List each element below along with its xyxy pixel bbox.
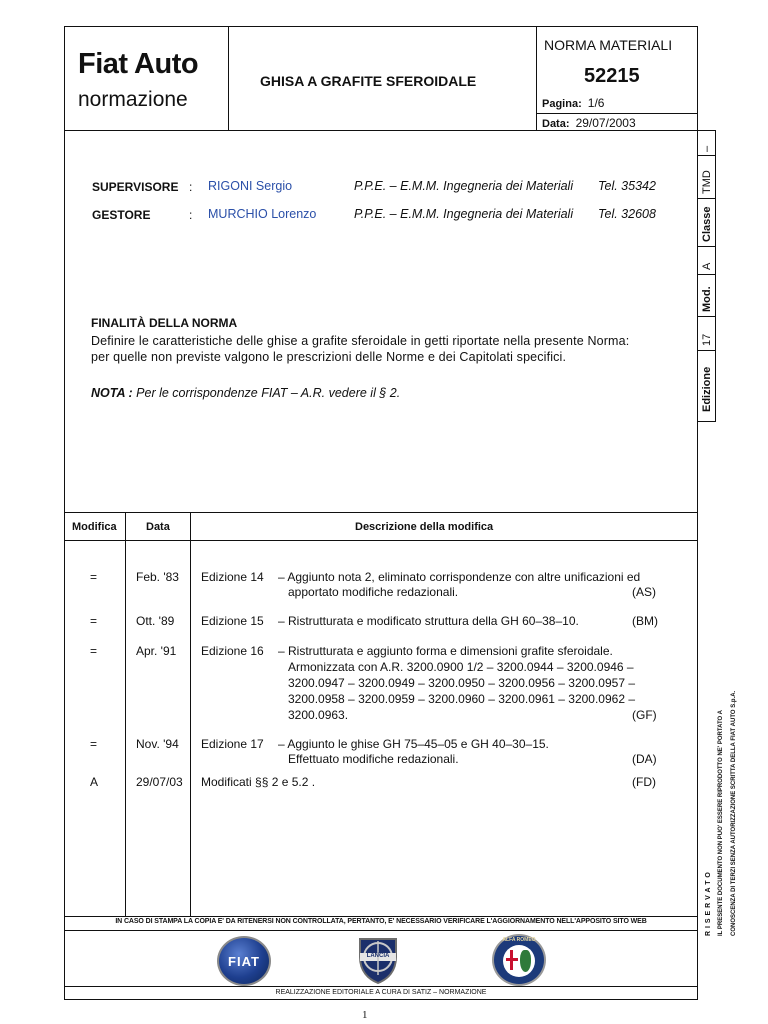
row-modifica: = bbox=[90, 737, 98, 751]
side-mod-label: Mod. bbox=[701, 286, 713, 312]
alfa-biscione bbox=[520, 950, 531, 972]
data-value: 29/07/2003 bbox=[575, 116, 636, 130]
col-header-data: Data bbox=[146, 521, 170, 533]
riservato-title: R I S E R V A T O bbox=[705, 871, 712, 936]
table-col-divider bbox=[190, 512, 191, 916]
finalita-line-1: Definire le caratteristiche delle ghise a grafite sferoidale in getti riportate nella presente Norma: bbox=[91, 334, 630, 348]
row-date: Feb. '83 bbox=[136, 570, 179, 584]
document-title: GHISA A GRAFITE SFEROIDALE bbox=[260, 73, 477, 89]
row-modifica: = bbox=[90, 644, 98, 658]
footer-credit: REALIZZAZIONE EDITORIALE A CURA DI SATIZ – NORMAZIONE bbox=[275, 989, 487, 996]
row-code: (BM) bbox=[632, 614, 658, 628]
table-col-divider bbox=[125, 512, 126, 916]
row-edition: Edizione 16 bbox=[201, 644, 264, 658]
norma-number: 52215 bbox=[584, 65, 640, 87]
row-desc-line: – Ristrutturata e aggiunto forma e dimensioni grafite sferoidale. bbox=[278, 644, 613, 658]
pagina-value: 1/6 bbox=[587, 96, 605, 110]
row-desc-line: apportato modifiche redazionali. bbox=[288, 585, 459, 599]
role-label: GESTORE bbox=[92, 208, 151, 222]
row-code: (AS) bbox=[632, 585, 656, 599]
side-mod-value: 17 bbox=[701, 333, 713, 346]
side-classe-value: A bbox=[701, 262, 713, 270]
row-desc-line: 3200.0963. bbox=[288, 708, 349, 722]
row-desc-line: – Ristrutturata e modificato struttura della GH 60–38–10. bbox=[278, 614, 579, 628]
alfa-inner-disc bbox=[503, 945, 535, 977]
side-edizione-label: Edizione bbox=[701, 366, 713, 412]
row-desc-line: – Aggiunto nota 2, eliminato corrispondenze con altre unificazioni ed bbox=[278, 570, 641, 584]
row-modifica: = bbox=[90, 614, 98, 628]
riservato-line-1: IL PRESENTE DOCUMENTO NON PUO' ESSERE RIPRODOTTO NE' PORTATO A bbox=[718, 710, 724, 936]
telephone: Tel. 35342 bbox=[598, 179, 656, 193]
side-classe-label: Classe bbox=[701, 206, 713, 242]
role-label: SUPERVISORE bbox=[92, 180, 179, 194]
header-divider bbox=[64, 130, 698, 131]
row-code: (GF) bbox=[632, 708, 657, 722]
row-desc-line: – Aggiunto le ghise GH 75–45–05 e GH 40–30–15. bbox=[278, 737, 549, 751]
row-edition: Modificati §§ 2 e 5.2 . bbox=[201, 775, 316, 789]
row-date: 29/07/03 bbox=[136, 775, 183, 789]
finalita-line-2: per quelle non previste valgono le prescrizioni delle Norme e dei Capitolati specifici. bbox=[91, 350, 567, 364]
row-edition: Edizione 17 bbox=[201, 737, 264, 751]
lancia-logo-text: LANCIA bbox=[366, 953, 390, 959]
header-divider-v2 bbox=[536, 26, 537, 130]
fiat-logo bbox=[217, 936, 271, 986]
row-date: Ott. '89 bbox=[136, 614, 175, 628]
data-label: Data: bbox=[542, 118, 570, 130]
table-header-border bbox=[64, 540, 698, 541]
role-separator: : bbox=[189, 208, 193, 222]
alfa-logo-text: ALFA ROMEO bbox=[502, 937, 536, 943]
telephone: Tel. 32608 bbox=[598, 207, 656, 221]
row-edition: Edizione 14 bbox=[201, 570, 264, 584]
side-divider bbox=[698, 350, 716, 351]
side-divider bbox=[698, 316, 716, 317]
header-divider-v1 bbox=[228, 26, 229, 130]
document-frame bbox=[64, 26, 698, 1000]
row-code: (FD) bbox=[632, 775, 656, 789]
footer-warning-border bbox=[64, 930, 698, 931]
finalita-heading: FINALITÀ DELLA NORMA bbox=[91, 316, 238, 330]
col-header-descrizione: Descrizione della modifica bbox=[355, 521, 494, 533]
col-header-modifica: Modifica bbox=[72, 521, 117, 533]
alfa-romeo-logo bbox=[492, 934, 546, 986]
row-date: Nov. '94 bbox=[136, 737, 179, 751]
riservato-line-2: CONOSCENZA DI TERZI SENZA AUTORIZZAZIONE SCRITTA DELLA FIAT AUTO S.p.A. bbox=[731, 690, 737, 936]
brand-subtitle: normazione bbox=[78, 88, 188, 111]
brand-title: Fiat Auto bbox=[78, 48, 199, 80]
header-divider-date bbox=[536, 113, 698, 114]
alfa-cross-v bbox=[510, 950, 513, 970]
person-name: MURCHIO Lorenzo bbox=[208, 207, 317, 221]
row-edition: Edizione 15 bbox=[201, 614, 264, 628]
row-desc-line: 3200.0958 – 3200.0959 – 3200.0960 – 3200.0961 – 3200.0962 – bbox=[288, 692, 635, 706]
person-name: RIGONI Sergio bbox=[208, 179, 293, 193]
side-divider bbox=[698, 155, 716, 156]
footer-warning: IN CASO DI STAMPA LA COPIA E' DA RITENERSI NON CONTROLLATA, PERTANTO, E' NECESSARIO VERIFICARE L'AGGIORNAMENTO NELL'APPOSITO SITO WEB bbox=[115, 918, 647, 925]
pagina-label: Pagina: bbox=[542, 98, 582, 110]
row-modifica: A bbox=[90, 775, 99, 789]
footer-credit-border bbox=[64, 986, 698, 987]
table-top-border bbox=[64, 512, 698, 513]
side-tmd-label: TMD bbox=[701, 170, 713, 194]
row-modifica: = bbox=[90, 570, 98, 584]
nota-text: Per le corrispondenze FIAT – A.R. vedere il § 2. bbox=[136, 386, 401, 400]
department: P.P.E. – E.M.M. Ingegneria dei Materiali bbox=[354, 179, 574, 193]
side-tmd-value: – bbox=[701, 145, 713, 152]
row-date: Apr. '91 bbox=[136, 644, 177, 658]
fiat-logo-text: FIAT bbox=[228, 954, 260, 969]
side-divider bbox=[698, 198, 716, 199]
row-desc-line: 3200.0947 – 3200.0949 – 3200.0950 – 3200.0956 – 3200.0957 – bbox=[288, 676, 635, 690]
nota-label: NOTA : bbox=[91, 386, 133, 400]
page-number: 1 bbox=[362, 1009, 368, 1021]
footer-top-border bbox=[64, 916, 698, 917]
lancia-logo bbox=[354, 935, 402, 985]
row-code: (DA) bbox=[632, 752, 657, 766]
side-divider bbox=[698, 246, 716, 247]
row-desc-line: Effettuato modifiche redazionali. bbox=[288, 752, 459, 766]
row-desc-line: Armonizzata con A.R. 3200.0900 1/2 – 3200.0944 – 3200.0946 – bbox=[288, 660, 634, 674]
department: P.P.E. – E.M.M. Ingegneria dei Materiali bbox=[354, 207, 574, 221]
norma-label: NORMA MATERIALI bbox=[544, 37, 673, 53]
role-separator: : bbox=[189, 180, 193, 194]
side-divider bbox=[698, 274, 716, 275]
